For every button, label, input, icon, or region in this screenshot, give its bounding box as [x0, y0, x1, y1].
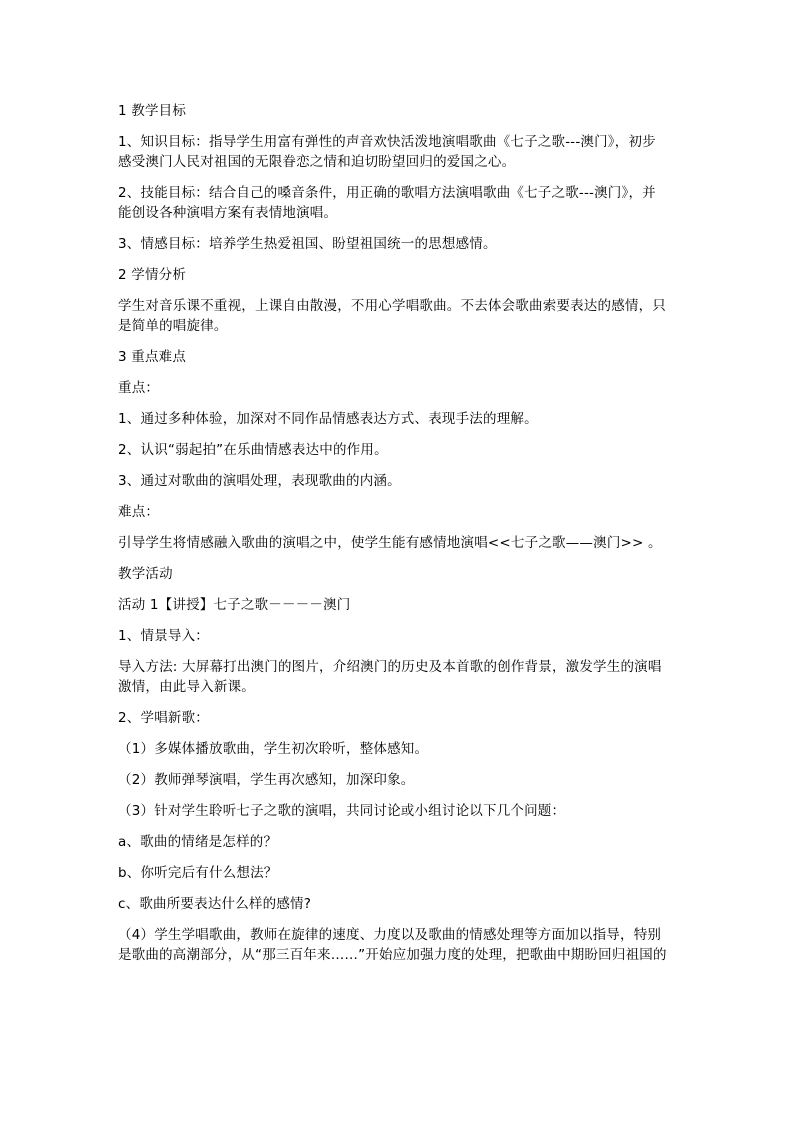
subheading-difficulties: 难点：: [118, 504, 160, 520]
document-body: [118, 101, 678, 965]
paragraph-line: （4）学生学唱歌曲，教师在旋律的速度、力度以及歌曲的情感处理等方面加以指导，特别: [118, 927, 662, 943]
paragraph-line: 感受澳门人民对祖国的无限眷恋之情和迫切盼望回归的爱国之心。: [118, 154, 516, 170]
section-heading-student-analysis: 2 学情分析: [118, 267, 187, 283]
paragraph-line: 引导学生将情感融入歌曲的演唱之中，使学生能有感情地演唱<<七子之歌——澳门>> 。: [118, 535, 662, 551]
section-heading-teaching-activities: 教学活动: [118, 566, 173, 582]
list-item: 3、通过对歌曲的演唱处理，表现歌曲的内涵。: [118, 473, 401, 489]
activity-title: 活动 1【讲授】七子之歌－－－－澳门: [118, 597, 351, 613]
question-item: b、你听完后有什么想法？: [118, 865, 278, 881]
subheading-key-points: 重点：: [118, 380, 160, 396]
paragraph-line: 激情，由此导入新课。: [118, 679, 255, 695]
list-item: 2、认识“弱起拍”在乐曲情感表达中的作用。: [118, 442, 388, 458]
step-heading: 1、情景导入：: [118, 628, 209, 644]
list-item: （2）教师弹琴演唱，学生再次感知，加深印象。: [118, 772, 415, 788]
paragraph-line: 学生对音乐课不重视，上课自由散漫，不用心学唱歌曲。不去体会歌曲索要表达的感情，只: [118, 298, 666, 314]
section-heading-key-points: 3 重点难点: [118, 349, 187, 365]
paragraph-line: 3、情感目标：培养学生热爱祖国、盼望祖国统一的思想感情。: [118, 236, 497, 252]
list-item: （3）针对学生聆听七子之歌的演唱，共同讨论或小组讨论以下几个问题：: [118, 803, 566, 819]
section-heading-teaching-goals: 1 教学目标: [118, 103, 187, 119]
question-item: c、歌曲所要表达什么样的感情?: [118, 896, 312, 912]
question-item: a、歌曲的情绪是怎样的？: [118, 834, 278, 850]
list-item: 1、通过多种体验，加深对不同作品情感表达方式、表现手法的理解。: [118, 411, 538, 427]
paragraph-line: 1、知识目标：指导学生用富有弹性的声音欢快活泼地演唱歌曲《七子之歌---澳门》，初步: [118, 134, 656, 150]
paragraph-line: 导入方法: 大屏幕打出澳门的图片，介绍澳门的历史及本首歌的创作背景，激发学生的演唱: [118, 659, 662, 675]
paragraph-line: 是简单的唱旋律。: [118, 318, 228, 334]
paragraph-line: 2、技能目标：结合自己的嗓音条件，用正确的歌唱方法演唱歌曲《七子之歌---澳门》，并: [118, 185, 656, 201]
paragraph-line: 能创设各种演唱方案有表情地演唱。: [118, 205, 338, 221]
paragraph-line: 是歌曲的高潮部分，从“那三百年来……”开始应加强力度的处理，把歌曲中期盼回归祖国的: [118, 947, 667, 963]
list-item: （1）多媒体播放歌曲，学生初次聆听，整体感知。: [118, 741, 429, 757]
step-heading: 2、学唱新歌：: [118, 710, 209, 726]
